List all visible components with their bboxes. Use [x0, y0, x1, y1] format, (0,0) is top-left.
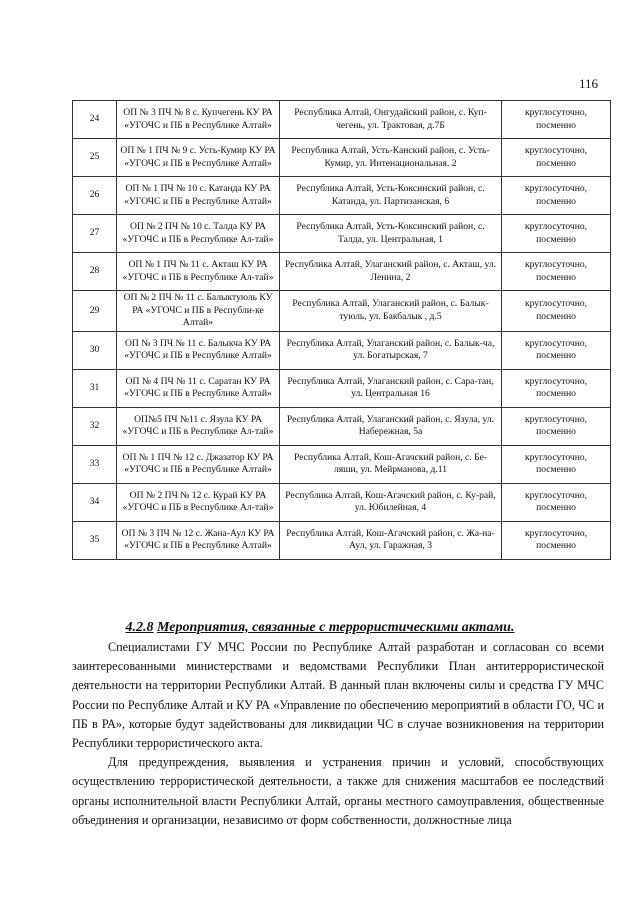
table-row — [73, 177, 611, 215]
unit-name: ОП№5 ПЧ №11 с. Язула КУ РА «УГОЧС и ПБ в Республике Ал-тай» — [117, 407, 280, 445]
row-number: 27 — [73, 215, 117, 253]
table-row — [73, 369, 611, 407]
row-number: 33 — [73, 445, 117, 483]
unit-name: ОП № 1 ПЧ № 12 с. Джазатор КУ РА «УГОЧС и ПБ в Республике Алтай» — [117, 445, 280, 483]
row-number: 28 — [73, 253, 117, 291]
table-row — [73, 291, 611, 332]
paragraph: Специалистами ГУ МЧС России по Республике Алтай разработан и согласован со всеми заинтересованными министерствами и ведомствами Республики План антитеррористической деятельности на территории Республики Алтай. В данный план включены силы и средства ГУ МЧС России по Республике Алтай и КУ РА «Управление по обеспечению мероприятий в области ГО, ЧС и ПБ в РА», которые будут задействованы для ликвидации ЧС в случае возникновения на территории Республики террористического акта. — [72, 640, 604, 751]
duty-mode: круглосуточно, посменно — [502, 215, 611, 253]
table-row — [73, 407, 611, 445]
unit-name: ОП № 2 ПЧ № 10 с. Талда КУ РА «УГОЧС и ПБ в Республике Ал-тай» — [117, 215, 280, 253]
unit-address: Республика Алтай, Улаганский район, с. Сара-тан, ул. Центральная 16 — [280, 369, 502, 407]
page-number: 116 — [578, 76, 598, 91]
fire-units-table — [72, 100, 611, 560]
duty-mode: круглосуточно, посменно — [502, 521, 611, 559]
duty-mode: круглосуточно, посменно — [502, 483, 611, 521]
table-row — [73, 445, 611, 483]
unit-address: Республика Алтай, Улаганский район, с. Балык-туюль, ул. Бакбалык , д.5 — [280, 291, 502, 332]
row-number: 31 — [73, 369, 117, 407]
table-row — [73, 331, 611, 369]
table-row — [73, 521, 611, 559]
duty-mode: круглосуточно, посменно — [502, 139, 611, 177]
row-number: 25 — [73, 139, 117, 177]
row-number: 29 — [73, 291, 117, 332]
table-row — [73, 215, 611, 253]
duty-mode: круглосуточно, посменно — [502, 369, 611, 407]
unit-name: ОП № 1 ПЧ № 11 с. Акташ КУ РА «УГОЧС и ПБ в Республике Ал-тай» — [117, 253, 280, 291]
table-row — [73, 483, 611, 521]
unit-name: ОП № 1 ПЧ № 9 с. Усть-Кумир КУ РА «УГОЧС и ПБ в Республике Алтай» — [117, 139, 280, 177]
row-number: 26 — [73, 177, 117, 215]
unit-address: Республика Алтай, Кош-Агачский район, с. Бе-ляши, ул. Мейрманова, д.11 — [280, 445, 502, 483]
duty-mode: круглосуточно, посменно — [502, 407, 611, 445]
unit-name: ОП № 2 ПЧ № 12 с. Курай КУ РА «УГОЧС и ПБ в Республике Ал-тай» — [117, 483, 280, 521]
unit-address: Республика Алтай, Усть-Канский район, с. Усть-Кумир, ул. Интенациональная. 2 — [280, 139, 502, 177]
duty-mode: круглосуточно, посменно — [502, 253, 611, 291]
row-number: 30 — [73, 331, 117, 369]
row-number: 35 — [73, 521, 117, 559]
unit-address: Республика Алтай, Онгудайский район, с. Куп-чегень, ул. Трактовая, д.7Б — [280, 101, 502, 139]
unit-address: Республика Алтай, Улаганский район, с. Акташ, ул. Ленина, 2 — [280, 253, 502, 291]
row-number: 24 — [73, 101, 117, 139]
duty-mode: круглосуточно, посменно — [502, 177, 611, 215]
table-row — [73, 139, 611, 177]
duty-mode: круглосуточно, посменно — [502, 291, 611, 332]
unit-address: Республика Алтай, Улаганский район, с. Балык-ча, ул. Богатырская, 7 — [280, 331, 502, 369]
unit-name: ОП № 3 ПЧ № 12 с. Жана-Аул КУ РА «УГОЧС и ПБ в Республике Алтай» — [117, 521, 280, 559]
row-number: 34 — [73, 483, 117, 521]
unit-name: ОП № 4 ПЧ № 11 с. Саратан КУ РА «УГОЧС и ПБ в Республике Алтай» — [117, 369, 280, 407]
unit-address: Республика Алтай, Усть-Коксинский район, с. Катанда, ул. Партизанская, 6 — [280, 177, 502, 215]
section-title: Мероприятия, связанные с террористическими актами. — [157, 620, 515, 635]
unit-address: Республика Алтай, Кош-Агачский район, с. Ку-рай, ул. Юбилейная, 4 — [280, 483, 502, 521]
table-row — [73, 101, 611, 139]
section-number: 4.2.8 — [125, 620, 154, 635]
unit-name: ОП № 3 ПЧ № 11 с. Балыкча КУ РА «УГОЧС и ПБ в Республике Алтай» — [117, 331, 280, 369]
unit-name: ОП № 2 ПЧ № 11 с. Балыктуюль КУ РА «УГОЧС и ПБ в Республи-ке Алтай» — [117, 291, 280, 332]
duty-mode: круглосуточно, посменно — [502, 445, 611, 483]
unit-name: ОП № 1 ПЧ № 10 с. Катанда КУ РА «УГОЧС и ПБ в Республике Алтай» — [117, 177, 280, 215]
duty-mode: круглосуточно, посменно — [502, 331, 611, 369]
body-text — [72, 638, 604, 830]
duty-mode: круглосуточно, посменно — [502, 101, 611, 139]
paragraph: Для предупреждения, выявления и устранения причин и условий, способствующих осуществлению террористической деятельности, а также для снижения масштабов ее последствий органы исполнительной власти Республики Алтай, органы местного самоуправления, общественные объединения и организации, независимо от форм собственности, должностные лица — [72, 755, 604, 827]
section-heading — [0, 620, 640, 636]
unit-address: Республика Алтай, Кош-Агачский район, с. Жа-на-Аул, ул. Гаражная, 3 — [280, 521, 502, 559]
row-number: 32 — [73, 407, 117, 445]
unit-address: Республика Алтай, Усть-Коксинский район, с. Талда, ул. Центральная, 1 — [280, 215, 502, 253]
table-row — [73, 253, 611, 291]
unit-address: Республика Алтай, Улаганский район, с. Язула, ул. Набережная, 5а — [280, 407, 502, 445]
unit-name: ОП № 3 ПЧ № 8 с. Купчегень КУ РА «УГОЧС и ПБ в Республике Алтай» — [117, 101, 280, 139]
